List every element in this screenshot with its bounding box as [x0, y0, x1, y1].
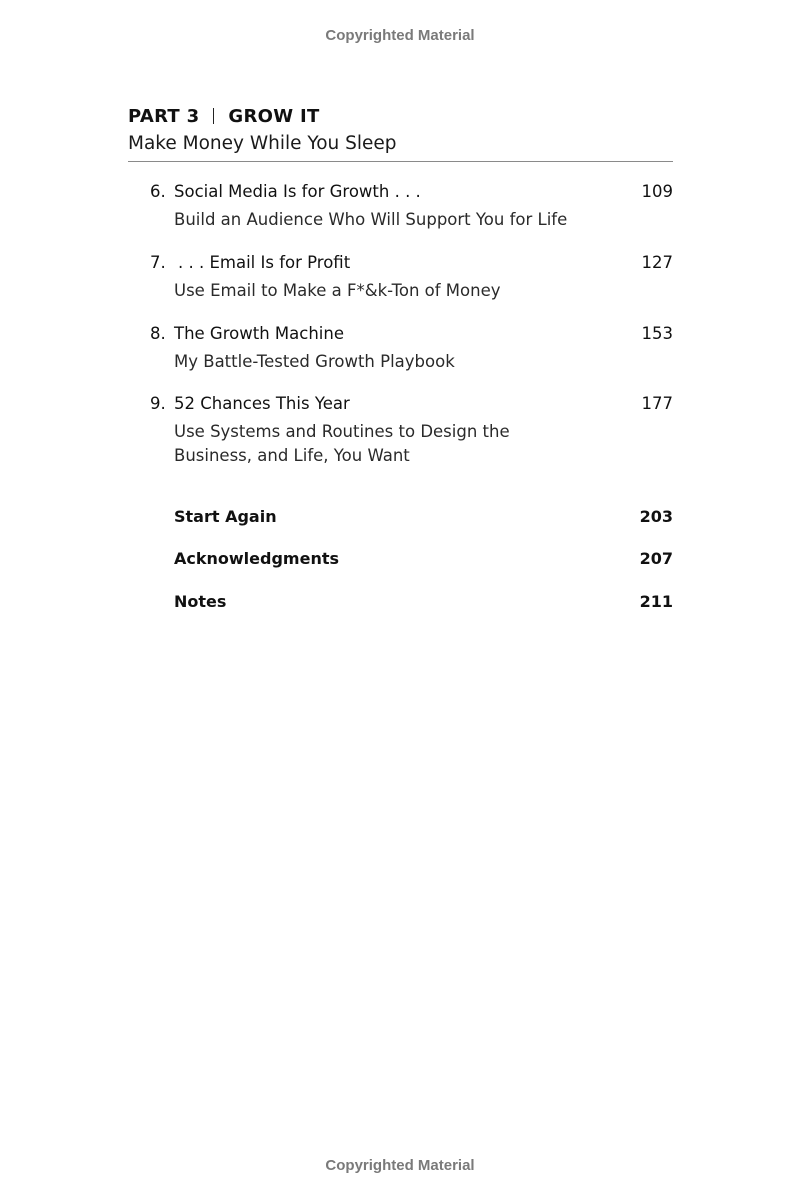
page-number: 203: [639, 507, 673, 526]
chapter-subtitle-line-2: Business, and Life, You Want: [174, 446, 410, 465]
part-heading: [128, 104, 673, 158]
chapter-subtitle-line-1: Use Systems and Routines to Design the: [174, 422, 510, 441]
chapter-subtitle: [174, 420, 594, 468]
chapter-subtitle: Use Email to Make a F*&k-Ton of Money: [174, 281, 501, 300]
page-number: 127: [641, 253, 673, 272]
copyright-watermark-bottom: Copyrighted Material: [325, 1157, 475, 1174]
page-number: 211: [639, 592, 673, 611]
chapter-number: 7.: [150, 253, 166, 272]
chapter-title: . . . Email Is for Profit: [178, 253, 351, 272]
chapter-number: 6.: [150, 182, 166, 201]
heading-rule: [128, 161, 673, 162]
part-name: GROW IT: [228, 106, 320, 127]
part-subtitle: Make Money While You Sleep: [128, 133, 397, 154]
back-matter-title: Acknowledgments: [174, 549, 339, 568]
chapter-title: Social Media Is for Growth . . .: [174, 182, 421, 201]
page-number: 177: [641, 394, 673, 413]
part-title-line: [128, 104, 673, 130]
chapter-title: 52 Chances This Year: [174, 394, 350, 413]
copyright-watermark-top: Copyrighted Material: [325, 27, 475, 44]
page-number: 153: [641, 324, 673, 343]
back-matter-title: Start Again: [174, 507, 277, 526]
back-matter-title: Notes: [174, 592, 227, 611]
chapter-number: 9.: [150, 394, 166, 413]
chapter-number: 8.: [150, 324, 166, 343]
chapter-subtitle: Build an Audience Who Will Support You for Life: [174, 210, 568, 229]
chapter-subtitle: My Battle-Tested Growth Playbook: [174, 352, 455, 371]
page-number: 109: [641, 182, 673, 201]
page-number: 207: [639, 549, 673, 568]
part-label: PART 3: [128, 106, 200, 127]
part-separator: [213, 108, 214, 124]
chapter-title: The Growth Machine: [174, 324, 344, 343]
